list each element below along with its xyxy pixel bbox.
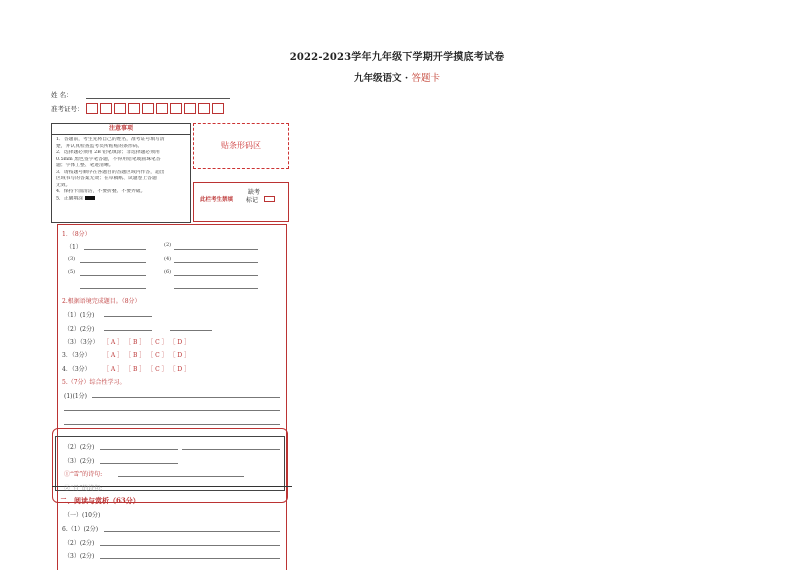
q3-label: 3．（3分） xyxy=(62,352,91,359)
subtitle-separator: · xyxy=(404,73,409,84)
answer-sheet-subtitle xyxy=(0,70,794,84)
answer-line[interactable] xyxy=(100,545,280,546)
notice-line: 无效。 xyxy=(56,182,71,188)
answer-line[interactable] xyxy=(118,476,244,477)
digit-box[interactable] xyxy=(142,103,154,114)
notice-body xyxy=(52,135,190,205)
q5-3b-label: ②“月”的诗句: xyxy=(64,485,103,492)
digit-box[interactable] xyxy=(184,103,196,114)
digit-box[interactable] xyxy=(170,103,182,114)
answer-line[interactable] xyxy=(174,249,258,250)
answer-line[interactable] xyxy=(80,262,146,263)
answer-line[interactable] xyxy=(174,288,258,289)
subject-label: 九年级语文 xyxy=(354,73,402,84)
notice-line: 3．请按题号顺序在各题目的答题区域内作答，超出 xyxy=(56,169,165,175)
notice-box xyxy=(51,123,191,223)
name-field[interactable] xyxy=(86,98,230,99)
digit-box[interactable] xyxy=(100,103,112,114)
q1-item-label: (4) xyxy=(164,256,172,262)
absent-note: 此栏考生禁填 xyxy=(200,197,234,203)
answer-line[interactable] xyxy=(84,249,146,250)
digit-box[interactable] xyxy=(212,103,224,114)
q4-label: 4．（3分） xyxy=(62,366,91,373)
answer-line[interactable] xyxy=(182,449,280,450)
q1-item-label: (3) xyxy=(68,256,76,262)
section-2-heading: 二、阅读与赏析（63分） xyxy=(60,496,140,505)
q2-heading: 2.根据语境完成题目。（8分） xyxy=(62,298,141,305)
notice-line: 5．正确填涂 xyxy=(56,196,186,203)
q5-3a-label: ①“雪”的诗句: xyxy=(64,471,103,478)
answer-line[interactable] xyxy=(174,262,258,263)
q6-2-label: （2）(2分) xyxy=(64,540,95,547)
answer-line[interactable] xyxy=(80,275,146,276)
q5-3-label: （3）(2分) xyxy=(64,458,95,465)
filled-mark-example xyxy=(85,196,95,200)
digit-box[interactable] xyxy=(128,103,140,114)
q2-3-choices[interactable]: ［ A ］ ［ B ］ ［ C ］ ［ D ］ xyxy=(103,339,191,346)
answer-line[interactable] xyxy=(100,449,178,450)
q4-choices[interactable]: ［ A ］ ［ B ］ ［ C ］ ［ D ］ xyxy=(103,366,191,373)
q1-item-label: (2) xyxy=(164,242,172,248)
answer-line[interactable] xyxy=(80,288,146,289)
q2-2-label: （2）(2分) xyxy=(64,326,95,333)
answer-line[interactable] xyxy=(64,424,280,425)
answer-line[interactable] xyxy=(104,316,152,317)
absent-label-2: 标记 xyxy=(246,197,259,204)
barcode-area xyxy=(193,123,289,169)
exam-number-boxes[interactable] xyxy=(86,103,226,114)
answer-line[interactable] xyxy=(92,397,280,398)
q3-choices[interactable]: ［ A ］ ［ B ］ ［ C ］ ［ D ］ xyxy=(103,352,191,359)
barcode-label: 贴条形码区 xyxy=(221,141,261,150)
absent-label-1: 缺考 xyxy=(248,189,261,196)
notice-line: 4．保持卡面清洁，不要折叠、不要弄破。 xyxy=(56,189,146,194)
q1-item-label: (5) xyxy=(68,269,76,275)
digit-box[interactable] xyxy=(86,103,98,114)
answer-sheet-label: 答题卡 xyxy=(411,73,440,84)
answer-line[interactable] xyxy=(104,330,152,331)
absent-checkbox[interactable] xyxy=(264,196,275,202)
answer-line[interactable] xyxy=(100,463,178,464)
digit-box[interactable] xyxy=(198,103,210,114)
answer-line[interactable] xyxy=(64,410,280,411)
q5-heading: 5.（7分）综合性学习。 xyxy=(62,379,126,386)
q6-3-label: （3）(2分) xyxy=(64,553,95,560)
notice-line: 楚，并认真检查监考员所粘贴的条形码。 xyxy=(56,143,143,149)
answer-line[interactable] xyxy=(100,558,280,559)
q1-item-label: (6) xyxy=(164,269,172,275)
notice-line: 1．答题前，考生先将自己的姓名，准考证号填写清 xyxy=(56,137,165,142)
subsection-1-heading: （一）(10分) xyxy=(64,512,101,519)
q5-2-label: （2）(2分) xyxy=(64,444,95,451)
exam-title: 2022-2023学年九年级下学期开学摸底考试卷 xyxy=(289,52,505,63)
q2-3-label: （3）（3分） xyxy=(64,339,99,346)
digit-box[interactable] xyxy=(156,103,168,114)
q1-item-label: （1） xyxy=(66,244,82,251)
answer-line[interactable] xyxy=(170,330,212,331)
answer-line[interactable] xyxy=(174,275,258,276)
exam-number-label: 准考证号： xyxy=(51,105,84,113)
q6-1-label: 6.（1）(2分) xyxy=(62,526,99,533)
answer-line[interactable] xyxy=(104,531,280,532)
q5-1-label: (1)(1分) xyxy=(64,393,87,400)
notice-line: 区域书写的答案无效；在草稿纸、试题卷上答题 xyxy=(56,176,157,181)
notice-line: 0.5mm 黑色签字笔答题，不得用铅笔或圆珠笔答 xyxy=(56,156,161,162)
notice-title: 注意事项 xyxy=(52,124,190,135)
notice-line: 题；字体工整、笔迹清晰。 xyxy=(56,163,114,168)
notice-line: 2．选择题必须用 2B 铅笔填涂；非选择题必须用 xyxy=(56,150,160,155)
q1-heading: 1．（8分） xyxy=(62,231,91,238)
q2-1-label: （1）(1分) xyxy=(64,312,95,319)
absent-mark-area xyxy=(193,182,289,222)
digit-box[interactable] xyxy=(114,103,126,114)
name-label: 姓 名： xyxy=(51,91,73,99)
